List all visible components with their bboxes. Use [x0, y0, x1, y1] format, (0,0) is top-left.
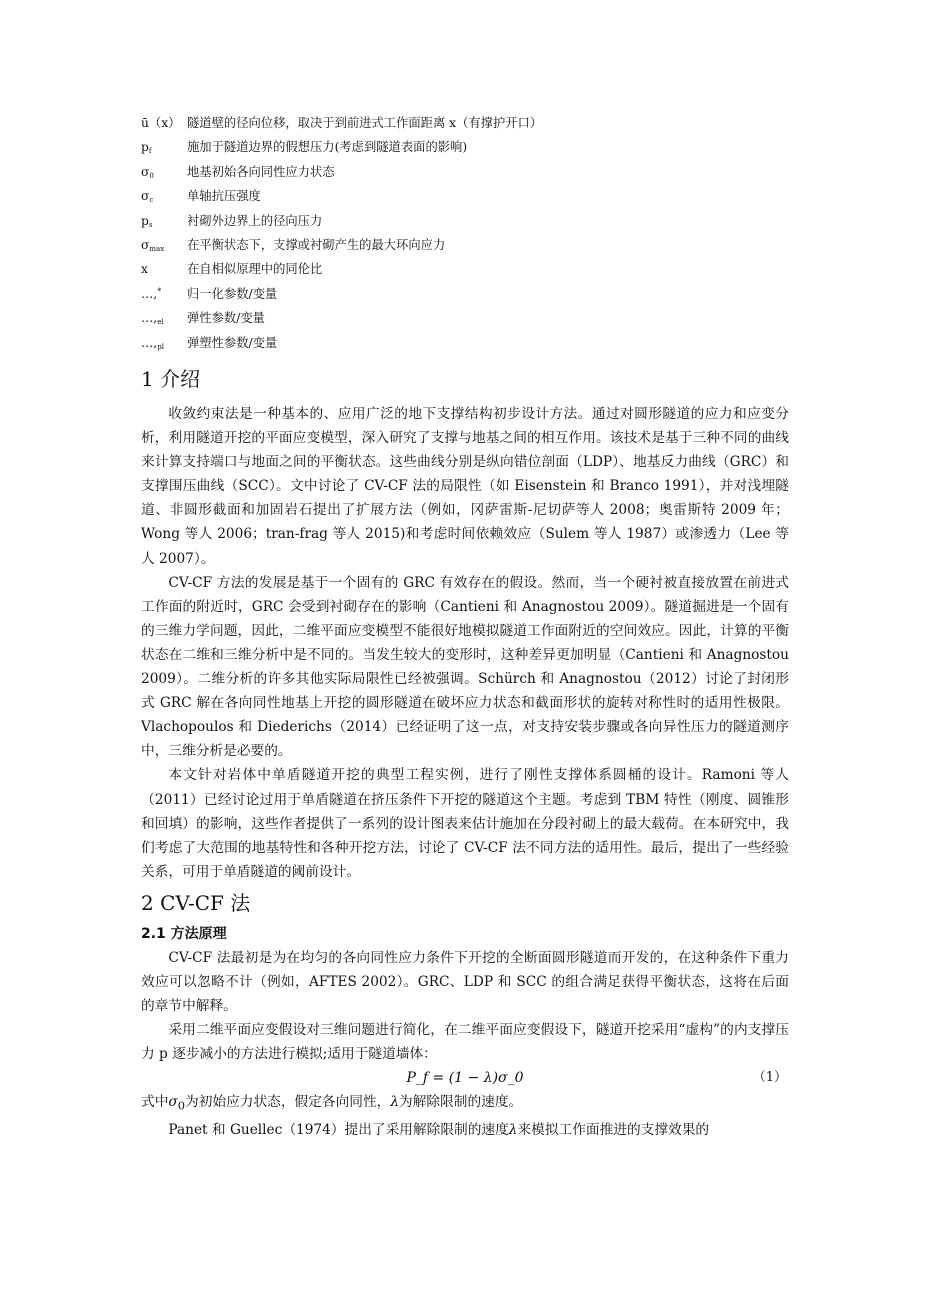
- section-1-paragraph-2: CV-CF 方法的发展是基于一个固有的 GRC 有效存在的假设。然而，当一个硬衬被直接放置在前进式工作面的附近时，GRC 会受到衬砌存在的影响（Cantieni 和 Anagnostou 2009）。隧道掘进是一个固有的三维力学问题，因此，二维平面应变模型不能很好地模拟隧道工作面附近的空间效应。因此，计算的平衡状态在二维和三维分析中是不同的。当发生较大的变形时，这种差异更加明显（Cantieni 和 Anagnostou 2009）。二维分析的许多其他实际局限性已经被强调。Schürch 和 Anagnostou（2012）讨论了封闭形式 GRC 解在各向同性地基上开挖的圆形隧道在破坏应力状态和截面形状的旋转对称性时的适用性极限。Vlachopoulos 和 Diederichs（2014）已经证明了这一点，对支持安装步骤或各向异性压力的隧道测序中，三维分析是必要的。: [141, 574, 789, 760]
- nomenclature-symbol: [141, 113, 187, 131]
- section-1-paragraph-1: 收敛约束法是一种基本的、应用广泛的地下支撑结构初步设计方法。通过对圆形隧道的应力和应变分析，利用隧道开挖的平面应变模型，深入研究了支撑与地基之间的相互作用。该技术是基于三种不同的曲线来计算支持端口与地面之间的平衡状态。这些曲线分别是纵向错位剖面（LDP）、地基反力曲线（GRC）和支撑围压曲线（SCC）。文中讨论了 CV-CF 法的局限性（如 Eisenstein 和 Branco 1991），并对浅埋隧道、非圆形截面和加固岩石提出了扩展方法（例如，冈萨雷斯-尼切萨等人 2008；奥雷斯特 2009 年；Wong 等人 2006；tran-frag 等人 2015)和考虑时间依赖效应（Sulem 等人 1987）或渗透力（Lee 等人 2007）。: [141, 406, 789, 567]
- symbol-base: σ: [141, 189, 150, 204]
- symbol-base: σ: [141, 237, 150, 252]
- explanation-text: 为解除限制的速度。: [399, 1094, 523, 1111]
- equation-1-explanation: [141, 1090, 789, 1118]
- lambda-symbol: λ: [390, 1094, 400, 1111]
- paragraph-text: 来模拟工作面推进的支撑效果的: [517, 1122, 710, 1139]
- equation-1: [141, 1066, 789, 1090]
- subsection-2-1-heading: 2.1 方法原理: [141, 925, 227, 942]
- nomenclature-row: [141, 162, 801, 186]
- nomenclature-row: [141, 211, 801, 235]
- nomenclature-symbol: [141, 165, 187, 180]
- nomenclature-symbol: [141, 238, 187, 253]
- equation-1-formula: P_f = (1 − λ)σ_0: [406, 1070, 524, 1087]
- nomenclature-symbol: [141, 287, 187, 301]
- section-1-heading: 1 介绍: [141, 367, 201, 391]
- symbol-base: σ: [141, 164, 150, 179]
- nomenclature-description: 弹塑性参数/变量: [187, 335, 278, 350]
- symbol-base: x: [141, 262, 148, 277]
- nomenclature-description: 单轴抗压强度: [187, 189, 261, 204]
- sigma-subscript: 0: [177, 1099, 185, 1114]
- nomenclature-description: 归一化参数/变量: [187, 286, 278, 301]
- symbol-superscript: *: [157, 286, 162, 296]
- nomenclature-description: 施加于隧道边界的假想压力(考虑到隧道表面的影响): [187, 140, 468, 155]
- section-2-1-paragraph-3: [141, 1118, 789, 1142]
- nomenclature-symbol: [141, 140, 187, 155]
- nomenclature-row: [141, 235, 801, 259]
- symbol-base: …,: [141, 311, 158, 326]
- symbol-base: p: [141, 140, 149, 155]
- explanation-text: 式中: [141, 1094, 169, 1111]
- nomenclature-symbol: [141, 311, 187, 326]
- lambda-symbol: λ: [508, 1122, 518, 1139]
- symbol-base: …,: [141, 286, 158, 301]
- symbol-base: …,: [141, 335, 158, 350]
- equation-1-number: （1）: [752, 1070, 787, 1086]
- document-body: [141, 362, 789, 1142]
- nomenclature-description: 弹性参数/变量: [187, 311, 265, 326]
- explanation-text: 为初始应力状态，假定各向同性，: [185, 1094, 391, 1111]
- nomenclature-symbol: [141, 189, 187, 204]
- symbol-subscript: c: [149, 196, 154, 205]
- symbol-subscript: pl: [157, 342, 164, 351]
- nomenclature-description: 地基初始各向同性应力状态: [187, 164, 335, 179]
- nomenclature-list: [141, 113, 801, 357]
- section-2-1-paragraph-1: CV-CF 法最初是为在均匀的各向同性应力条件下开挖的全断面圆形隧道而开发的，在这种条件下重力效应可以忽略不计（例如，AFTES 2002）。GRC、LDP 和 SCC 的组合满足获得平衡状态，这将在后面的章节中解释。: [141, 949, 789, 1015]
- symbol-subscript: f: [148, 147, 152, 156]
- nomenclature-row: [141, 308, 801, 332]
- symbol-subscript: el: [157, 318, 164, 327]
- symbol-subscript: 0: [149, 171, 154, 180]
- nomenclature-description: 在平衡状态下，支撑或衬砌产生的最大环向应力: [187, 237, 446, 252]
- nomenclature-row: [141, 186, 801, 210]
- nomenclature-symbol: [141, 336, 187, 351]
- symbol-subscript: s: [148, 220, 153, 229]
- sigma-symbol: σ: [168, 1094, 178, 1111]
- nomenclature-row: [141, 137, 801, 161]
- nomenclature-symbol: [141, 214, 187, 229]
- nomenclature-row: [141, 113, 801, 137]
- nomenclature-row: [141, 284, 801, 308]
- section-1-paragraph-3: 本文针对岩体中单盾隧道开挖的典型工程实例，进行了刚性支撑体系圆桶的设计。Ramoni 等人（2011）已经讨论过用于单盾隧道在挤压条件下开挖的隧道这个主题。考虑到 TBM 特性（刚度、圆锥形和回填）的影响，这些作者提供了一系列的设计图表来估计施加在分段衬砌上的最大载荷。在本研究中，我们考虑了大范围的地基特性和各种开挖方法，讨论了 CV-CF 法不同方法的适用性。最后，提出了一些经验关系，可用于单盾隧道的阈前设计。: [141, 767, 789, 880]
- nomenclature-description: 隧道壁的径向位移，取决于到前进式工作面距离 x（有撑护开口）: [187, 116, 543, 130]
- nomenclature-symbol: [141, 262, 187, 276]
- symbol-subscript: max: [149, 244, 165, 253]
- section-2-heading: 2 CV-CF 法: [141, 890, 251, 915]
- nomenclature-description: 衬砌外边界上的径向压力: [187, 213, 323, 228]
- nomenclature-row: [141, 259, 801, 283]
- paragraph-text: Panet 和 Guellec（1974）提出了采用解除限制的速度: [168, 1122, 509, 1139]
- symbol-base: p: [141, 213, 149, 228]
- section-2-1-paragraph-2: 采用二维平面应变假设对三维问题进行简化，在二维平面应变假设下，隧道开挖采用“虚构”的内支撑压力 p 逐步减小的方法进行模拟;适用于隧道墙体：: [141, 1022, 789, 1063]
- nomenclature-row: [141, 333, 801, 357]
- symbol-base: ū（x）: [141, 116, 181, 130]
- nomenclature-description: 在自相似原理中的同伦比: [187, 262, 323, 277]
